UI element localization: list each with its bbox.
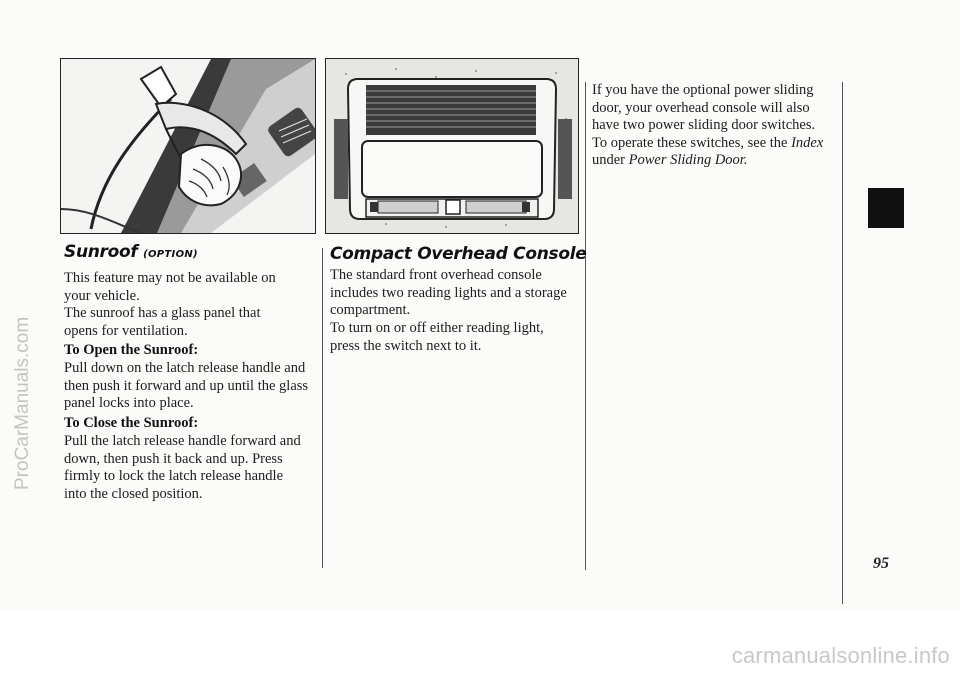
sunroof-description-text: The sunroof has a glass panel that opens for ventilation. bbox=[64, 305, 261, 339]
power-sliding-door-text bbox=[592, 82, 827, 170]
sunroof-availability-text: This feature may not be available on your vehicle. bbox=[64, 270, 276, 304]
under-word: under bbox=[592, 152, 626, 168]
power-door-sentence: If you have the optional power sliding door, your overhead console will also have two power sliding door switches. To operate these switches, see the bbox=[592, 82, 816, 151]
index-reference: Index bbox=[791, 134, 824, 151]
sunroof-illustration bbox=[60, 58, 316, 234]
console-description-text: The standard front overhead console includes two reading lights and a storage compartment. bbox=[330, 267, 567, 318]
page-number: 95 bbox=[873, 555, 889, 572]
open-sunroof-heading: To Open the Sunroof: bbox=[64, 342, 199, 358]
console-drawing bbox=[326, 59, 578, 233]
reading-light-text: To turn on or off either reading light, press the switch next to it. bbox=[330, 320, 544, 354]
sunroof-option-label: (OPTION) bbox=[143, 249, 198, 260]
console-heading: Compact Overhead Console bbox=[330, 244, 587, 264]
open-sunroof-text: Pull down on the latch release handle and then push it forward and up until the glass panel locks into place. bbox=[64, 360, 309, 411]
overhead-console-illustration bbox=[325, 58, 579, 234]
page-edge-line bbox=[842, 82, 843, 604]
power-sliding-door-reference: Power Sliding Door. bbox=[628, 152, 748, 168]
side-watermark: ProCarManuals.com bbox=[12, 316, 33, 490]
close-sunroof-text: Pull the latch release handle forward and down, then push it back and up. Press firmly to lock the latch release handle into the closed position. bbox=[64, 433, 301, 502]
section-tab-marker bbox=[868, 188, 904, 228]
sunroof-title: Sunroof bbox=[64, 242, 138, 262]
column-divider-middle bbox=[322, 248, 323, 568]
close-sunroof-heading: To Close the Sunroof: bbox=[64, 415, 199, 431]
sunroof-heading bbox=[64, 242, 198, 262]
footer-watermark: carmanualsonline.info bbox=[731, 643, 950, 668]
column-divider-right bbox=[585, 82, 586, 570]
sunroof-drawing bbox=[61, 59, 315, 233]
